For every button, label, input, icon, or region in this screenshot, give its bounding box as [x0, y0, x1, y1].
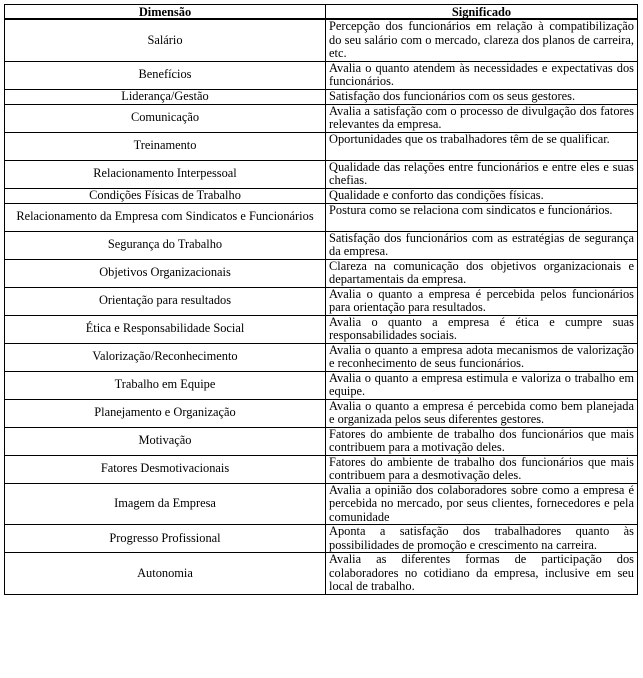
dimension-cell: Ética e Responsabilidade Social	[5, 315, 326, 343]
dimension-cell: Relacionamento Interpessoal	[5, 160, 326, 188]
header-dimension: Dimensão	[5, 5, 326, 20]
dimension-cell: Motivação	[5, 427, 326, 455]
dimension-cell: Valorização/Reconhecimento	[5, 343, 326, 371]
dimension-cell: Imagem da Empresa	[5, 483, 326, 525]
table-row	[5, 132, 638, 160]
table-row	[5, 315, 638, 343]
meaning-cell: Avalia o quanto a empresa estimula e valoriza o trabalho em equipe.	[326, 371, 638, 399]
table-row	[5, 455, 638, 483]
dimension-cell: Liderança/Gestão	[5, 89, 326, 104]
dimension-cell: Benefícios	[5, 61, 326, 89]
table-row	[5, 188, 638, 203]
table-row	[5, 160, 638, 188]
table-row	[5, 371, 638, 399]
meaning-cell: Avalia o quanto a empresa é percebida pelos funcionários para orientação para resultados.	[326, 287, 638, 315]
dimension-cell: Condições Físicas de Trabalho	[5, 188, 326, 203]
dimension-cell: Comunicação	[5, 104, 326, 132]
table-row	[5, 343, 638, 371]
meaning-cell: Avalia o quanto atendem às necessidades e expectativas dos funcionários.	[326, 61, 638, 89]
dimension-cell: Fatores Desmotivacionais	[5, 455, 326, 483]
meaning-cell: Avalia o quanto a empresa é percebida como bem planejada e organizada pelos seus diferentes gestores.	[326, 399, 638, 427]
meaning-cell: Avalia o quanto a empresa é ética e cumpre suas responsabilidades sociais.	[326, 315, 638, 343]
document-page	[4, 4, 637, 595]
meaning-cell: Avalia a opinião dos colaboradores sobre como a empresa é percebida no mercado, por seus clientes, fornecedores e pela comunidade	[326, 483, 638, 525]
header-meaning: Significado	[326, 5, 638, 20]
dimension-cell: Treinamento	[5, 132, 326, 160]
meaning-cell: Postura como se relaciona com sindicatos e funcionários.	[326, 203, 638, 231]
dimension-cell: Salário	[5, 19, 326, 61]
dimensions-table	[4, 4, 638, 595]
dimension-cell: Progresso Profissional	[5, 525, 326, 553]
meaning-cell: Avalia as diferentes formas de participação dos colaboradores no cotidiano da empresa, inclusive em seu local de trabalho.	[326, 553, 638, 595]
dimension-cell: Relacionamento da Empresa com Sindicatos e Funcionários	[5, 203, 326, 231]
dimension-cell: Orientação para resultados	[5, 287, 326, 315]
dimension-cell: Objetivos Organizacionais	[5, 259, 326, 287]
table-row	[5, 61, 638, 89]
meaning-cell: Qualidade das relações entre funcionários e entre eles e suas chefias.	[326, 160, 638, 188]
table-row	[5, 203, 638, 231]
dimension-cell: Segurança do Trabalho	[5, 231, 326, 259]
meaning-cell: Avalia o quanto a empresa adota mecanismos de valorização e reconhecimento de seus funcionários.	[326, 343, 638, 371]
table-row	[5, 19, 638, 61]
meaning-cell: Satisfação dos funcionários com os seus gestores.	[326, 89, 638, 104]
dimension-cell: Planejamento e Organização	[5, 399, 326, 427]
table-row	[5, 287, 638, 315]
meaning-cell: Satisfação dos funcionários com as estratégias de segurança da empresa.	[326, 231, 638, 259]
table-row	[5, 427, 638, 455]
table-row	[5, 525, 638, 553]
table-row	[5, 259, 638, 287]
dimension-cell: Trabalho em Equipe	[5, 371, 326, 399]
table-row	[5, 483, 638, 525]
table-row	[5, 231, 638, 259]
meaning-cell: Avalia a satisfação com o processo de divulgação dos fatores relevantes da empresa.	[326, 104, 638, 132]
meaning-cell: Fatores do ambiente de trabalho dos funcionários que mais contribuem para a desmotivação deles.	[326, 455, 638, 483]
meaning-cell: Qualidade e conforto das condições físicas.	[326, 188, 638, 203]
table-header-row	[5, 5, 638, 20]
meaning-cell: Oportunidades que os trabalhadores têm de se qualificar.	[326, 132, 638, 160]
table-row	[5, 553, 638, 595]
table-row	[5, 399, 638, 427]
dimension-cell: Autonomia	[5, 553, 326, 595]
table-row	[5, 104, 638, 132]
meaning-cell: Aponta a satisfação dos trabalhadores quanto às possibilidades de promoção e crescimento na carreira.	[326, 525, 638, 553]
meaning-cell: Fatores do ambiente de trabalho dos funcionários que mais contribuem para a motivação deles.	[326, 427, 638, 455]
meaning-cell: Percepção dos funcionários em relação à compatibilização do seu salário com o mercado, clareza dos planos de carreira, etc.	[326, 19, 638, 61]
meaning-cell: Clareza na comunicação dos objetivos organizacionais e departamentais da empresa.	[326, 259, 638, 287]
table-row	[5, 89, 638, 104]
